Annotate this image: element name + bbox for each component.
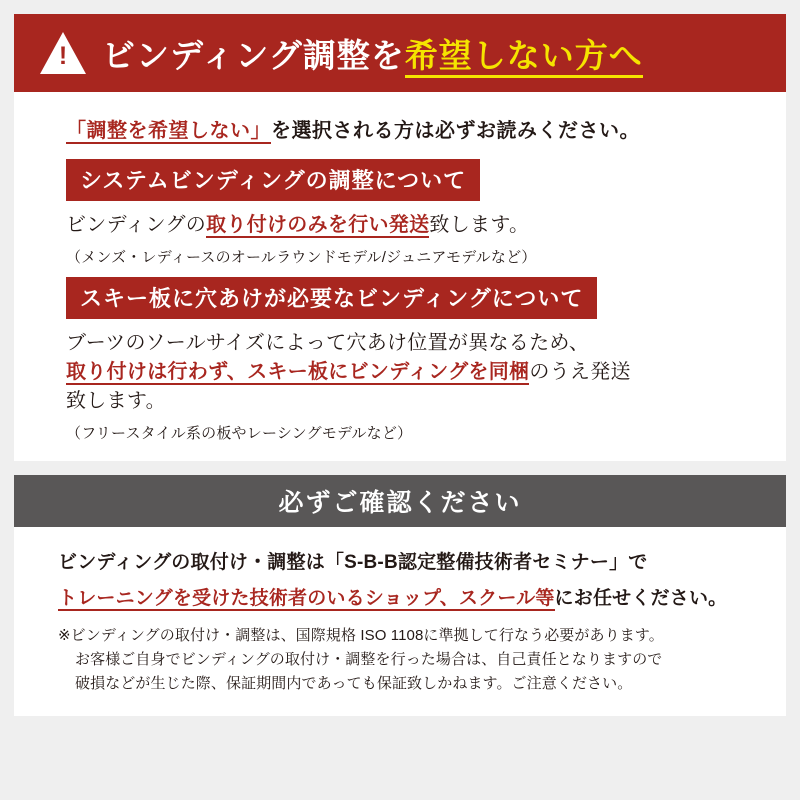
confirmation-emphasis-text: トレーニングを受けた技術者のいるショップ、スクール等 — [58, 588, 555, 609]
body-after-text: のうえ発送 — [529, 361, 631, 383]
confirmation-header — [14, 475, 786, 527]
section-drilling-binding-heading: スキー板に穴あけが必要なビンディングについて — [66, 277, 597, 319]
warning-triangle-icon: ! — [40, 32, 86, 74]
body-emphasis-text: 取り付けのみを行い発送 — [206, 214, 430, 236]
lead-underlined-text: 「調整を希望しない」 — [66, 120, 271, 142]
banner-title-highlight: 希望しない方へ — [405, 37, 643, 78]
confirmation-disclaimer — [58, 624, 746, 696]
warning-banner — [14, 14, 786, 92]
confirmation-rest-text: にお任せください。 — [554, 588, 728, 609]
confirmation-panel — [14, 475, 786, 716]
body-line-2 — [66, 358, 786, 387]
section-system-binding-note: （メンズ・レディースのオールラウンドモデル/ジュニアモデルなど） — [66, 249, 537, 266]
section-system-binding-body — [66, 211, 786, 240]
body-before-text: ビンディングの — [66, 214, 207, 236]
body-line-3: 致します。 — [66, 390, 166, 412]
section-system-binding-heading: システムビンディングの調整について — [66, 159, 480, 201]
confirmation-header-label: 必ずご確認ください — [278, 489, 522, 517]
confirmation-line-2 — [58, 583, 746, 610]
section-drilling-binding — [14, 267, 786, 443]
body-after-text: 致します。 — [429, 214, 530, 236]
lead-paragraph — [14, 92, 786, 149]
disclaimer-line-3: 破損などが生じた際、保証期間内であっても保証致しかねます。ご注意ください。 — [75, 675, 633, 692]
main-notice-panel — [14, 14, 786, 461]
banner-title-text: ビンディング調整を — [102, 36, 405, 74]
confirmation-body — [14, 527, 786, 696]
section-drilling-binding-body — [66, 329, 786, 416]
banner-title — [102, 30, 643, 77]
body-emphasis-text: 取り付けは行わず、スキー板にビンディングを同梱 — [66, 361, 530, 383]
section-system-binding — [14, 149, 786, 267]
body-line-1: ブーツのソールサイズによって穴あけ位置が異なるため、 — [66, 332, 590, 354]
disclaimer-line-2: お客様ご自身でビンディングの取付け・調整を行った場合は、自己責任となりますので — [75, 651, 663, 668]
lead-rest-text: を選択される方は必ずお読みください。 — [271, 120, 640, 142]
confirmation-line-1: ビンディングの取付け・調整は「S-B-B認定整備技術者セミナー」で — [58, 552, 648, 573]
disclaimer-line-1: ※ビンディングの取付け・調整は、国際規格 ISO 1108に準拠して行なう必要があります。 — [58, 627, 664, 644]
section-drilling-binding-note: （フリースタイル系の板やレーシングモデルなど） — [66, 425, 413, 442]
